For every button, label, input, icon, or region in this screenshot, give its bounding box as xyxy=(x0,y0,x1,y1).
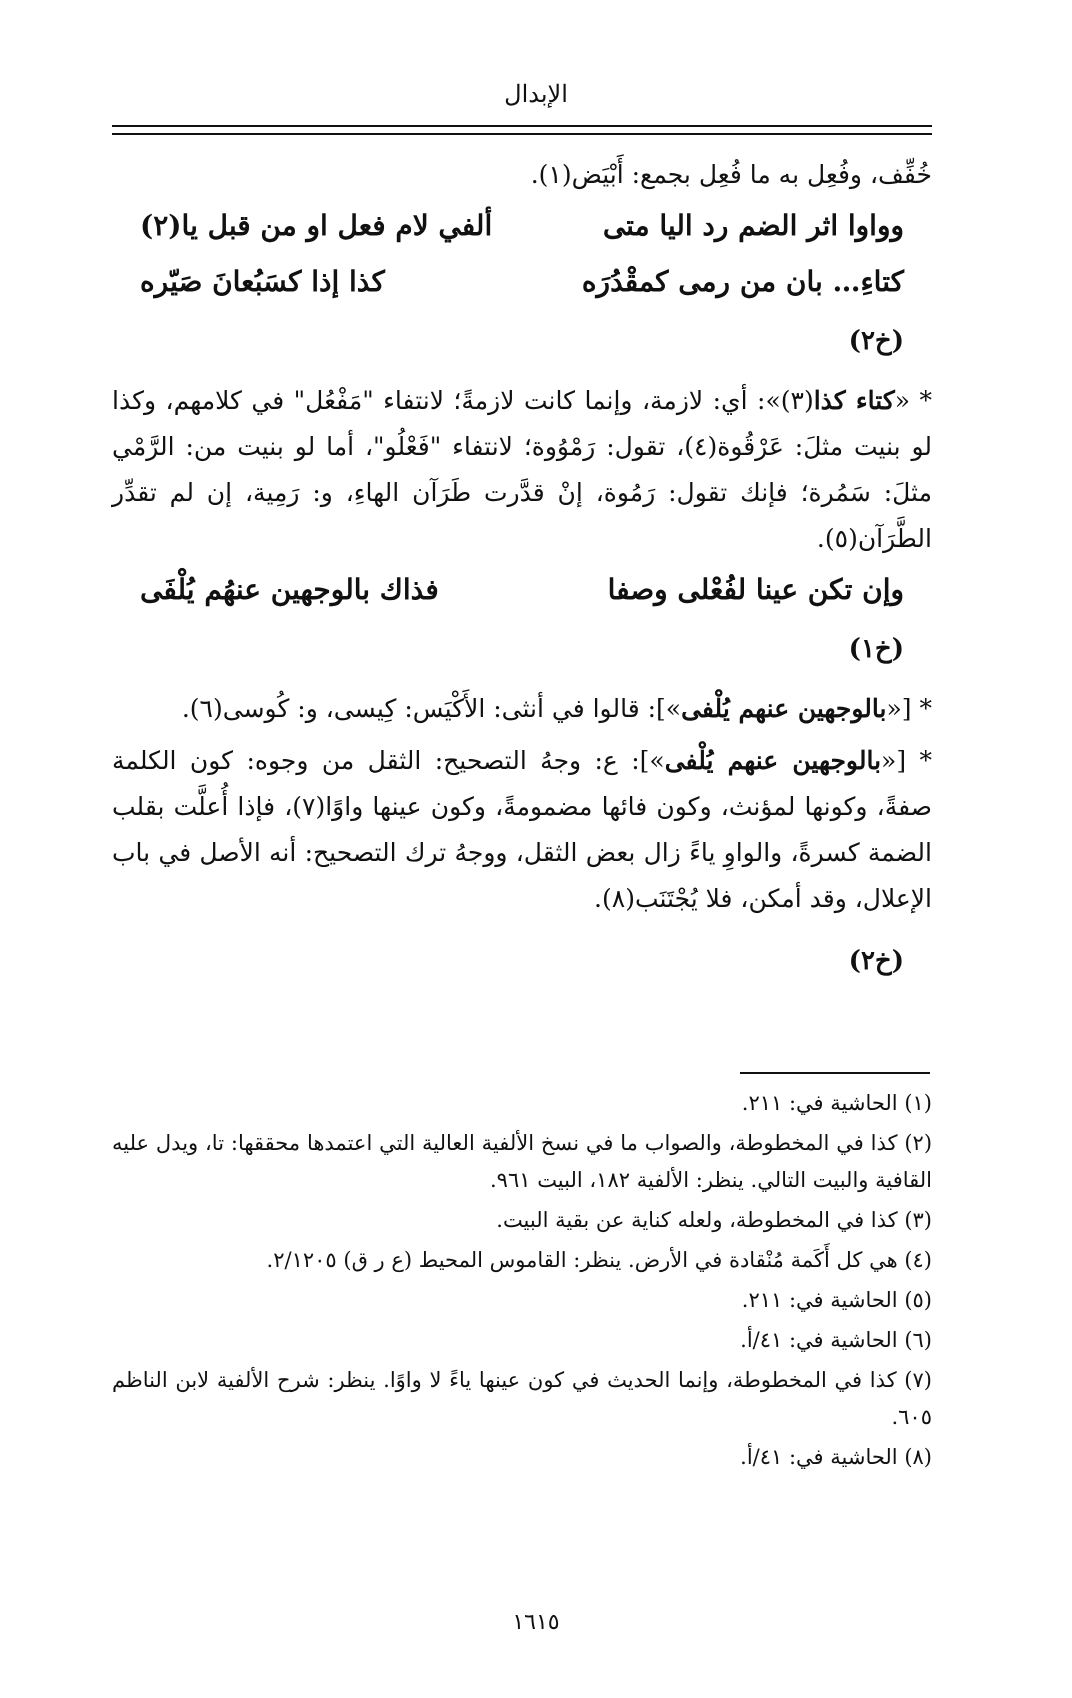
commentary-3-lead: * [« xyxy=(881,746,932,775)
footnote: (٥) الحاشية في: ٢١١. xyxy=(741,1288,932,1312)
commentary-2-text: »]: قالوا في أنثى: الأَكْيَس: كِيسى، و: كُوسى(٦). xyxy=(181,694,682,723)
verse-line-3 xyxy=(112,562,932,618)
commentary-1-text: (٣)»: أي: لازمة، وإنما كانت لازمةً؛ لانتفاء "مَفْعُل" في كلامهم، وكذا لو بنيت مثلَ: عَرْقُوة(٤)، تقول: رَمْوُوة؛ لانتفاء "فَعْلُو"، أما لو بنيت من: الرَّمْي مثلَ: سَمُرة؛ فإنك تقول: رَمُوة، إنْ قدَّرت طَرَآن الهاءِ، و: رَمِية، إن لم تقدِّر الطَّرَآن(٥). xyxy=(112,386,932,553)
footnote: (٦) الحاشية في: ٤١/أ. xyxy=(740,1328,932,1352)
verse-2-second-hemistich: كذا إذا كسَبُعانَ صَيّره xyxy=(140,265,385,298)
footnote: (٨) الحاشية في: ٤١/أ. xyxy=(740,1445,932,1469)
verse-line-1 xyxy=(112,198,932,254)
verse-1-first-hemistich: وواوا اثر الضم رد اليا متى xyxy=(602,209,904,242)
verse-1-second-hemistich: ألفي لام فعل او من قبل يا(٢) xyxy=(140,209,493,242)
commentary-2 xyxy=(112,686,932,732)
manuscript-tag-2: (خ١) xyxy=(848,634,904,664)
commentary-3-lemma: بالوجهين عنهم يُلْفى xyxy=(664,746,882,775)
page-number: ١٦١٥ xyxy=(512,1610,560,1635)
footnote: (٢) كذا في المخطوطة، والصواب ما في نسخ الألفية العالية التي اعتمدها محققها: تا، ويدل عليه القافية والبيت التالي. ينظر: الألفية ١٨٢، البيت ٩٦١. xyxy=(112,1131,933,1192)
commentary-3-text: »]: ع: وجهُ التصحيح: الثقل من وجوه: كون الكلمة صفةً، وكونها لمؤنث، وكون فائها مضمومةً، وكون عينها واوًا(٧)، فإذا أُعلَّت بقلب الضمة كسرةً، والواوِ ياءً زال بعض الثقل، ووجهُ ترك التصحيح: أنه الأصل في باب الإعلال، وقد أمكن، فلا يُجْتَنَب(٨). xyxy=(112,746,933,913)
verse-3-first-hemistich: وإن تكن عينا لفُعْلى وصفا xyxy=(607,573,904,606)
commentary-1-lemma: كتاء كذا xyxy=(813,386,895,415)
footnote: (٣) كذا في المخطوطة، ولعله كناية عن بقية البيت. xyxy=(496,1208,932,1232)
verse-2-first-hemistich: كتاءِ… بان من رمى كمقْدُرَه xyxy=(581,265,904,298)
footnote: (٧) كذا في المخطوطة، وإنما الحديث في كون عينها ياءً لا واوًا. ينظر: شرح الألفية لابن الناظم ٦٠٥. xyxy=(112,1368,932,1429)
header-rule-top xyxy=(112,125,932,127)
header-rule-bottom xyxy=(112,133,932,135)
commentary-1 xyxy=(112,378,932,562)
opening-line: خُفِّف، وفُعِل به ما فُعِل بجمع: أَبْيَض(١). xyxy=(530,160,932,189)
commentary-2-lead: * [« xyxy=(886,694,932,723)
commentary-3 xyxy=(112,738,932,922)
manuscript-tag-3: (خ٢) xyxy=(848,946,904,976)
verse-3-second-hemistich: فذاك بالوجهين عنهُم يُلْفَى xyxy=(140,573,439,606)
verse-line-2 xyxy=(112,254,932,310)
commentary-2-lemma: بالوجهين عنهم يُلْفى xyxy=(681,694,887,723)
footnote-separator xyxy=(740,1072,930,1074)
footnote: (١) الحاشية في: ٢١١. xyxy=(741,1091,932,1115)
main-text xyxy=(112,152,932,998)
manuscript-tag-1: (خ٢) xyxy=(848,326,904,356)
footnote: (٤) هي كل أَكَمة مُنْقادة في الأرض. ينظر: القاموس المحيط (ع ر ق) ٢/١٢٠٥. xyxy=(266,1248,932,1272)
running-header: الإبدال xyxy=(504,80,568,108)
footnotes xyxy=(112,1085,932,1479)
commentary-1-lead: * « xyxy=(894,386,932,415)
